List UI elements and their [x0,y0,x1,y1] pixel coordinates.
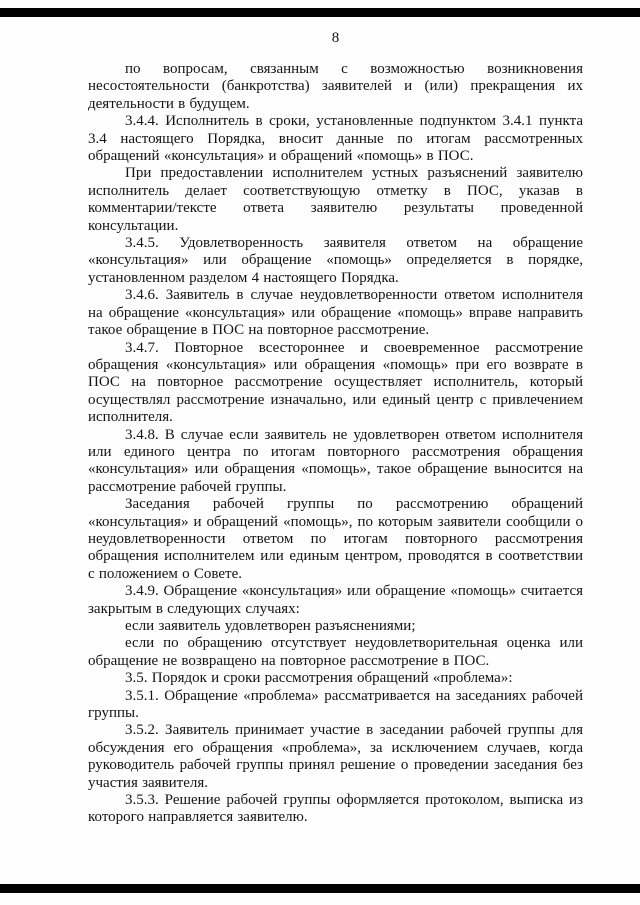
bottom-black-bar [0,884,640,893]
paragraph: по вопросам, связанным с возможностью возникновения несостоятельности (банкротства) заявителей и (или) прекращения их деятельности в будущем. [88,61,583,112]
paragraph: 3.4.6. Заявитель в случае неудовлетворенности ответом исполнителя на обращение «консультация» или обращение «помощь» вправе направить такое обращение в ПОС на повторное рассмотрение. [88,287,583,339]
page-number: 8 [331,30,340,46]
top-black-bar [0,8,640,17]
paragraph: если по обращению отсутствует неудовлетворительная оценка или обращение не возвращено на повторное рассмотрение в ПОС. [88,635,583,669]
paragraph: При предоставлении исполнителем устных разъяснений заявителю исполнитель делает соответствующую отметку в ПОС, указав в комментарии/тексте ответа заявителю результаты проведенной консультации. [88,165,583,234]
paragraph: 3.4.4. Исполнитель в сроки, установленные подпунктом 3.4.1 пункта 3.4 настоящего Порядка, вносит данные по итогам рассмотренных обращений «консультация» и обращений «помощь» в ПОС. [88,113,583,165]
paragraph: 3.5.1. Обращение «проблема» рассматривается на заседаниях рабочей группы. [88,687,583,722]
paragraph: 3.4.8. В случае если заявитель не удовлетворен ответом исполнителя или единого центра по итогам повторного рассмотрения обращения «консультация» или обращения «помощь», такое обращение выносится на рассмотрение рабочей группы. [88,426,583,495]
page-content [88,30,583,827]
paragraph: 3.5. Порядок и сроки рассмотрения обращений «проблема»: [125,670,513,687]
paragraph: 3.4.7. Повторное всестороннее и своевременное рассмотрение обращения «консультация» или обращения «помощь» при его возврате в ПОС на повторное рассмотрение осуществляет исполнитель, который осуществлял рассмотрение изначально, или единый центр с привлечением исполнителя. [88,339,583,426]
paragraph: Заседания рабочей группы по рассмотрению обращений «консультация» и обращений «помощь», по которым заявители сообщили о неудовлетворенности ответом по итогам повторного рассмотрения обращения исполнителем или единым центром, проводятся в соответствии с положением о Совете. [88,496,583,582]
paragraph: 3.4.5. Удовлетворенность заявителя ответом на обращение «консультация» или обращение «помощь» определяется в порядке, установленном разделом 4 настоящего Порядка. [88,235,583,286]
paragraph: 3.4.9. Обращение «консультация» или обращение «помощь» считается закрытым в следующих случаях: [88,583,583,617]
paragraph: 3.5.3. Решение рабочей группы оформляется протоколом, выписка из которого направляется заявителю. [88,792,583,826]
paragraph: 3.5.2. Заявитель принимает участие в заседании рабочей группы для обсуждения его обращения «проблема», за исключением случаев, когда руководитель рабочей группы принял решение о проведении заседания без участия заявителя. [88,722,583,791]
paragraph: если заявитель удовлетворен разъяснениями; [125,618,416,634]
paragraph-container [88,61,583,827]
